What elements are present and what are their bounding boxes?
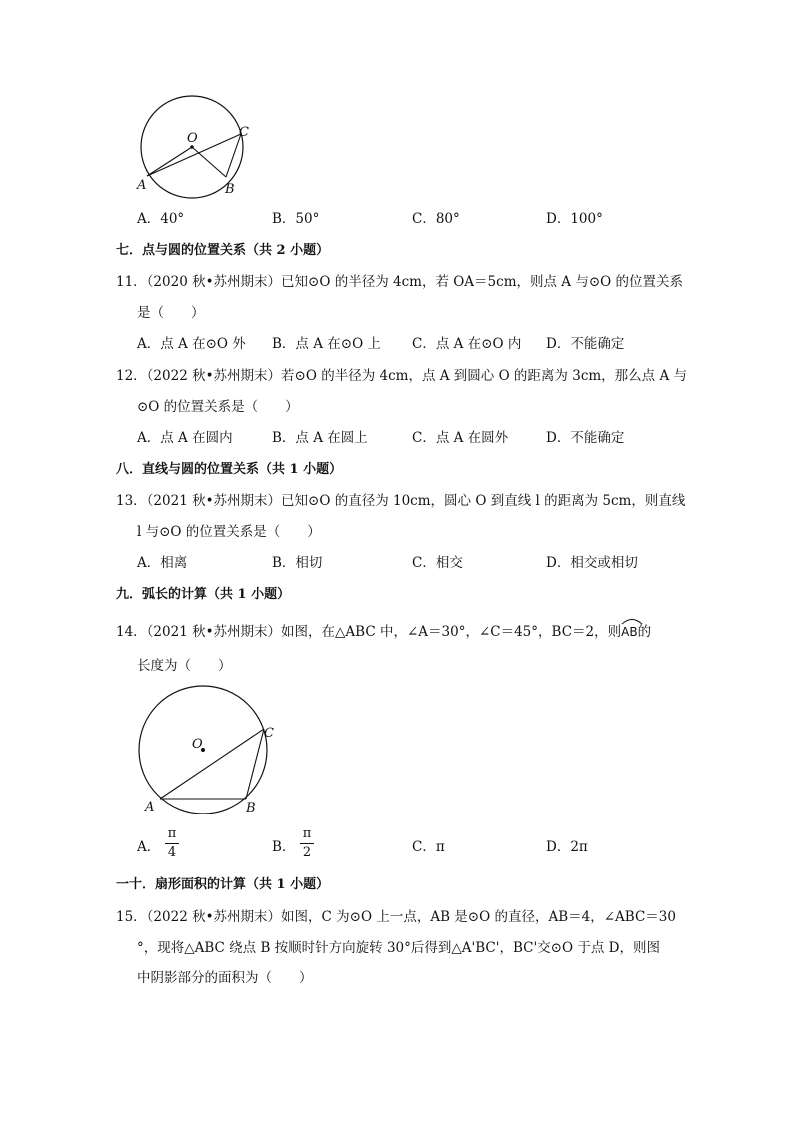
q12-option-c: C．点 A 在圆外 (412, 430, 509, 446)
q14-option-a-denominator: 4 (167, 845, 177, 860)
q14-line-1-end: 的 (637, 624, 652, 640)
q14-line-1 (116, 620, 651, 640)
q13-option-a: A．相离 (137, 555, 188, 571)
q15-line-3: 中阴影部分的面积为（ ） (137, 970, 313, 986)
q10-segment-bc (226, 134, 241, 177)
q11-option-d: D．不能确定 (546, 336, 625, 352)
q13-line-2: l 与⊙O 的位置关系是（ ） (137, 524, 321, 540)
q10-label-o: O (187, 131, 198, 146)
q10-label-a: A (137, 178, 147, 193)
q10-label-c: C (239, 125, 249, 140)
q15-line-2: °，现将△ABC 绕点 B 按顺时针方向旋转 30°后得到△A'BC'，BC'交⊙O 于点 D，则图 (137, 940, 660, 956)
section-7-heading: 七．点与圆的位置关系（共 2 小题） (116, 243, 330, 258)
q11-line-2: 是（ ） (137, 305, 205, 321)
q12-line-1: 12．（2022 秋•苏州期末）若⊙O 的半径为 4cm，点 A 到圆心 O 的距离为 3cm，那么点 A 与 (116, 368, 688, 384)
q10-label-b: B (225, 182, 235, 197)
q14-option-a-prefix: A． (137, 839, 161, 855)
q12-option-a: A．点 A 在圆内 (137, 430, 233, 446)
q13-line-1: 13．（2021 秋•苏州期末）已知⊙O 的直径为 10cm，圆心 O 到直线 l 的距离为 5cm，则直线 (116, 493, 686, 509)
section-9-heading: 九．弧长的计算（共 1 小题） (116, 587, 291, 602)
q14-option-a-fraction (165, 826, 179, 861)
q14-arc-mark-icon (621, 617, 643, 625)
q11-option-c: C．点 A 在⊙O 内 (412, 336, 522, 352)
q14-option-b-prefix: B． (272, 839, 296, 855)
q14-line-1-text: 14．（2021 秋•苏州期末）如图，在△ABC 中，∠A＝30°，∠C＝45°，BC＝2，则 (116, 624, 622, 640)
q12-option-b: B．点 A 在圆上 (272, 430, 368, 446)
q14-label-b: B (246, 801, 256, 814)
q14-option-b-fraction (300, 826, 314, 861)
q14-label-o: O (192, 737, 203, 752)
q14-option-a-fraction-bar (165, 843, 179, 844)
q14-option-d: D．2π (546, 839, 588, 855)
q14-option-a-numerator: π (167, 826, 177, 841)
q10-option-c: C．80° (412, 211, 460, 227)
q13-option-c: C．相交 (412, 555, 463, 571)
q13-option-b: B．相切 (272, 555, 323, 571)
q14-option-b-denominator: 2 (302, 845, 312, 860)
q14-option-b-numerator: π (302, 826, 312, 841)
q10-segment-ao (147, 147, 192, 176)
q11-line-1: 11．（2020 秋•苏州期末）已知⊙O 的半径为 4cm，若 OA＝5cm，则点 A 与⊙O 的位置关系 (116, 274, 684, 290)
q14-arc-ab (621, 623, 637, 639)
q14-line-2: 长度为（ ） (137, 658, 232, 674)
q10-figure (130, 92, 260, 202)
q11-option-a: A．点 A 在⊙O 外 (137, 336, 246, 352)
q10-option-b: B．50° (272, 211, 320, 227)
q10-option-a: A．40° (137, 211, 185, 227)
q14-label-c: C (264, 726, 274, 741)
q12-line-2: ⊙O 的位置关系是（ ） (137, 399, 299, 415)
q14-label-a: A (145, 800, 155, 814)
q11-option-b: B．点 A 在⊙O 上 (272, 336, 381, 352)
q14-figure (130, 684, 280, 814)
q15-line-1: 15．（2022 秋•苏州期末）如图，C 为⊙O 上一点，AB 是⊙O 的直径，AB＝4，∠ABC＝30 (116, 909, 676, 925)
section-8-heading: 八．直线与圆的位置关系（共 1 小题） (116, 462, 343, 477)
q14-option-c: C．π (412, 839, 445, 855)
section-10-heading: 一十．扇形面积的计算（共 1 小题） (116, 877, 330, 892)
q14-option-b-fraction-bar (300, 843, 314, 844)
q10-segment-ob (192, 147, 226, 177)
q12-option-d: D．不能确定 (546, 430, 625, 446)
q10-option-d: D．100° (546, 211, 603, 227)
q13-option-d: D．相交或相切 (546, 555, 638, 571)
q14-arc-label: AB (621, 625, 638, 639)
